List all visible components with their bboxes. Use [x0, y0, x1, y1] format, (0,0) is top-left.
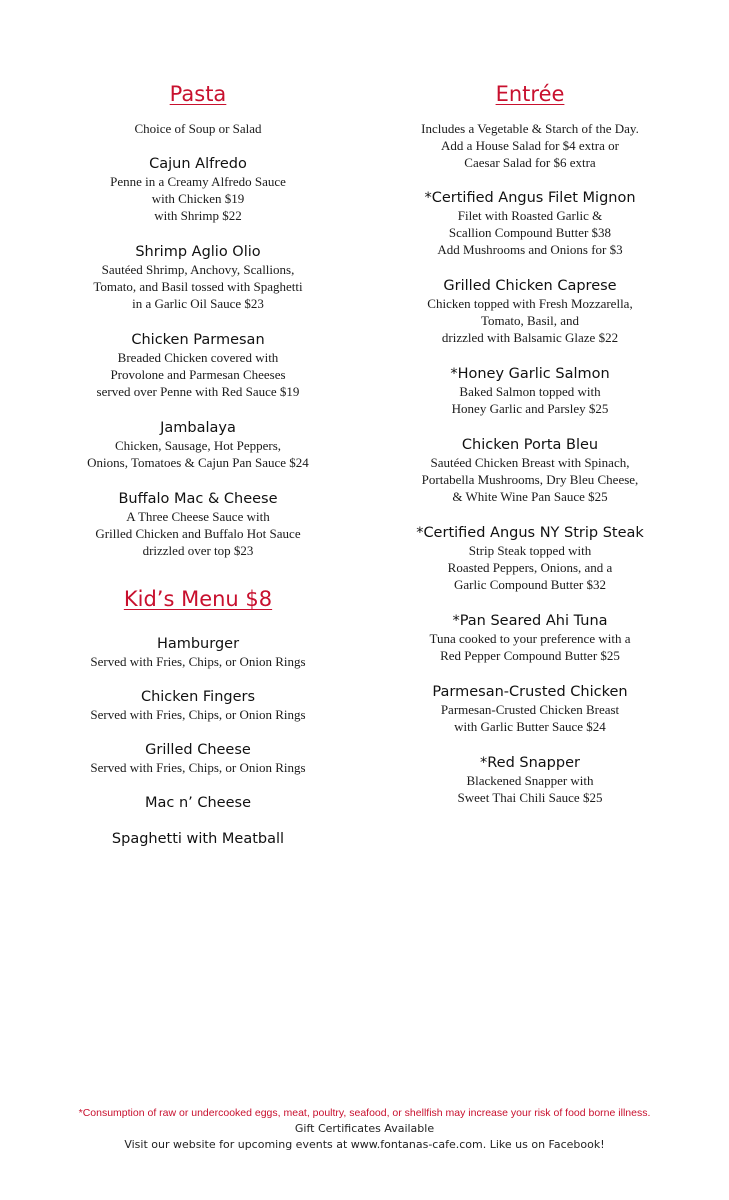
- item-desc: Tuna cooked to your preference with a Red Pepper Compound Butter $25: [429, 631, 631, 663]
- menu-item: [40, 155, 356, 224]
- left-column: [40, 82, 356, 866]
- item-name: *Certified Angus NY Strip Steak: [416, 525, 644, 541]
- gift-certificates-note: Gift Certificates Available: [294, 1122, 435, 1135]
- footer: [0, 1106, 729, 1153]
- entree-intro: Includes a Vegetable & Starch of the Day. Add a House Salad for $4 extra or Caesar Salad for $6 extra: [421, 121, 639, 170]
- item-desc: Strip Steak topped with Roasted Peppers, Onions, and a Garlic Compound Butter $32: [447, 543, 613, 592]
- menu-item: [40, 688, 356, 723]
- item-name: Mac n’ Cheese: [144, 795, 252, 811]
- item-name: Chicken Parmesan: [131, 332, 265, 348]
- item-desc: Sautéed Chicken Breast with Spinach, Portabella Mushrooms, Dry Bleu Cheese, & White Wine Pan Sauce $25: [421, 455, 639, 504]
- item-name: *Red Snapper: [480, 755, 580, 771]
- menu-item: [40, 794, 356, 812]
- item-name: Chicken Porta Bleu: [461, 437, 599, 453]
- kids-menu-heading: Kid’s Menu $8: [123, 587, 273, 611]
- menu-item: [380, 683, 680, 735]
- website-note: Visit our website for upcoming events at www.fontanas-cafe.com. Like us on Facebook!: [124, 1138, 605, 1151]
- menu-item: [380, 612, 680, 664]
- item-desc: Baked Salmon topped with Honey Garlic and Parsley $25: [451, 384, 609, 416]
- food-safety-disclaimer: *Consumption of raw or undercooked eggs, meat, poultry, seafood, or shellfish may increase your risk of food borne illness.: [78, 1107, 651, 1119]
- menu-item: [40, 741, 356, 776]
- menu-item: [380, 436, 680, 505]
- item-desc: Filet with Roasted Garlic & Scallion Compound Butter $38 Add Mushrooms and Onions for $3: [437, 208, 623, 257]
- right-column: [380, 82, 680, 825]
- menu-item: [380, 524, 680, 593]
- menu-item: [380, 754, 680, 806]
- kids-menu-section: [40, 587, 356, 848]
- menu-item: [40, 331, 356, 400]
- menu-item: [380, 189, 680, 258]
- item-name: Hamburger: [156, 636, 240, 652]
- item-name: Spaghetti with Meatball: [111, 831, 285, 847]
- item-desc: Blackened Snapper with Sweet Thai Chili Sauce $25: [457, 773, 603, 805]
- pasta-section: [40, 82, 356, 559]
- item-desc: Served with Fries, Chips, or Onion Rings: [90, 760, 306, 775]
- item-name: Shrimp Aglio Olio: [135, 244, 261, 260]
- item-name: Buffalo Mac & Cheese: [118, 491, 278, 507]
- pasta-heading: Pasta: [169, 82, 227, 106]
- item-desc: Chicken topped with Fresh Mozzarella, Tomato, Basil, and drizzled with Balsamic Glaze $22: [427, 296, 633, 345]
- menu-item: [380, 365, 680, 417]
- item-name: Grilled Cheese: [145, 742, 251, 758]
- item-desc: Penne in a Creamy Alfredo Sauce with Chicken $19 with Shrimp $22: [110, 174, 286, 223]
- item-name: *Certified Angus Filet Mignon: [424, 190, 636, 206]
- item-desc: Parmesan-Crusted Chicken Breast with Garlic Butter Sauce $24: [440, 702, 620, 734]
- menu-item: [380, 277, 680, 346]
- menu-item: [40, 419, 356, 471]
- item-name: *Pan Seared Ahi Tuna: [452, 613, 608, 629]
- item-desc: A Three Cheese Sauce with Grilled Chicken and Buffalo Hot Sauce drizzled over top $23: [95, 509, 301, 558]
- menu-item: [40, 635, 356, 670]
- item-name: Parmesan-Crusted Chicken: [432, 684, 628, 700]
- item-name: Chicken Fingers: [140, 689, 256, 705]
- entree-section: [380, 82, 680, 806]
- item-desc: Served with Fries, Chips, or Onion Rings: [90, 654, 306, 669]
- pasta-intro: Choice of Soup or Salad: [134, 121, 262, 136]
- item-desc: Served with Fries, Chips, or Onion Rings: [90, 707, 306, 722]
- menu-item: [40, 243, 356, 312]
- item-desc: Breaded Chicken covered with Provolone and Parmesan Cheeses served over Penne with Red Sauce $19: [96, 350, 300, 399]
- entree-heading: Entrée: [495, 82, 565, 106]
- item-name: *Honey Garlic Salmon: [450, 366, 610, 382]
- item-name: Cajun Alfredo: [149, 156, 247, 172]
- item-name: Jambalaya: [160, 420, 236, 436]
- item-desc: Chicken, Sausage, Hot Peppers, Onions, Tomatoes & Cajun Pan Sauce $24: [87, 438, 309, 470]
- item-name: Grilled Chicken Caprese: [443, 278, 617, 294]
- item-desc: Sautéed Shrimp, Anchovy, Scallions, Tomato, and Basil tossed with Spaghetti in a Garlic Oil Sauce $23: [93, 262, 303, 311]
- menu-item: [40, 830, 356, 848]
- menu-item: [40, 490, 356, 559]
